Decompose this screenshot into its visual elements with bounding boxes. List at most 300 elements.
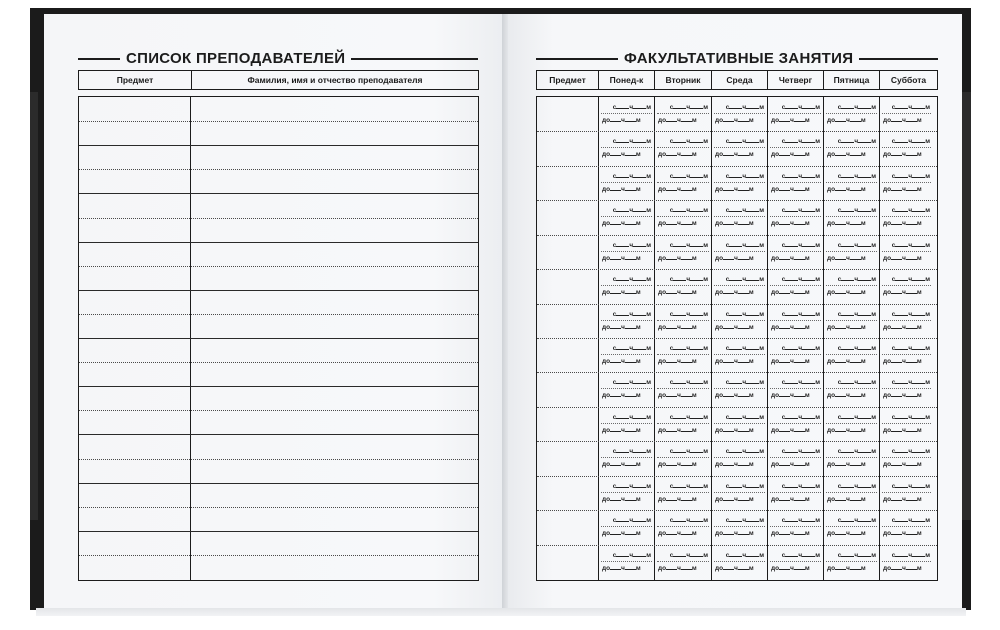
end-time-field[interactable]: до ч м: [715, 461, 754, 468]
time-slot-cell[interactable]: [880, 476, 933, 510]
start-time-field[interactable]: с ч м: [837, 173, 876, 180]
start-time-field[interactable]: с ч м: [725, 414, 764, 421]
start-time-field[interactable]: с ч м: [891, 207, 930, 214]
start-time-field[interactable]: с ч м: [837, 483, 876, 490]
start-time-field[interactable]: с ч м: [612, 138, 651, 145]
slot-divider: [882, 147, 931, 148]
end-time-field[interactable]: до ч м: [658, 461, 697, 468]
time-slot-cell[interactable]: [880, 304, 933, 338]
end-time-field[interactable]: до ч м: [715, 117, 754, 124]
slot-divider: [882, 561, 931, 562]
start-time-field[interactable]: с ч м: [612, 379, 651, 386]
slot-divider: [601, 216, 652, 217]
slot-divider: [714, 251, 765, 252]
time-slot-cell[interactable]: [880, 338, 933, 372]
start-time-field[interactable]: с ч м: [612, 207, 651, 214]
end-time-field[interactable]: до ч м: [883, 151, 922, 158]
time-slot-cell[interactable]: [712, 372, 767, 406]
time-slot-cell[interactable]: [824, 372, 879, 406]
start-time-field[interactable]: с ч м: [669, 552, 708, 559]
time-slot-cell[interactable]: [712, 510, 767, 544]
start-time-field[interactable]: с ч м: [725, 138, 764, 145]
time-slot-cell[interactable]: [824, 476, 879, 510]
end-time-field[interactable]: до ч м: [715, 324, 754, 331]
time-slot-cell[interactable]: [599, 304, 654, 338]
start-time-field[interactable]: с ч м: [612, 311, 651, 318]
start-time-field[interactable]: с ч м: [725, 552, 764, 559]
time-slot-cell[interactable]: [768, 545, 823, 579]
time-slot-cell[interactable]: [880, 131, 933, 165]
end-time-field[interactable]: до ч м: [771, 427, 810, 434]
start-time-field[interactable]: с ч м: [837, 552, 876, 559]
end-time-field[interactable]: до ч м: [715, 255, 754, 262]
time-slot-cell[interactable]: [880, 441, 933, 475]
start-time-field[interactable]: с ч м: [612, 414, 651, 421]
end-time-field[interactable]: до ч м: [658, 565, 697, 572]
end-time-field[interactable]: до ч м: [827, 565, 866, 572]
start-time-field[interactable]: с ч м: [837, 379, 876, 386]
start-time-field[interactable]: с ч м: [837, 138, 876, 145]
end-time-field[interactable]: до ч м: [658, 220, 697, 227]
start-time-field[interactable]: с ч м: [837, 276, 876, 283]
time-slot-cell[interactable]: [712, 166, 767, 200]
teacher-row-line: [79, 483, 478, 484]
end-time-field[interactable]: до ч м: [771, 565, 810, 572]
right-page-title: [536, 50, 938, 67]
start-time-field[interactable]: с ч м: [612, 173, 651, 180]
teacher-row-line: [79, 338, 478, 339]
teacher-row-line: [79, 314, 478, 315]
end-time-field[interactable]: до ч м: [602, 186, 641, 193]
time-slot-cell[interactable]: [712, 304, 767, 338]
start-time-field[interactable]: с ч м: [781, 104, 820, 111]
column-header-subject: Предмет: [79, 71, 192, 89]
start-time-field[interactable]: с ч м: [725, 483, 764, 490]
start-time-field[interactable]: с ч м: [669, 276, 708, 283]
end-time-field[interactable]: до ч м: [771, 496, 810, 503]
end-time-field[interactable]: до ч м: [771, 186, 810, 193]
start-time-field[interactable]: с ч м: [891, 311, 930, 318]
end-time-field[interactable]: до ч м: [827, 220, 866, 227]
time-slot-cell[interactable]: [712, 200, 767, 234]
slot-divider: [601, 526, 652, 527]
time-slot-cell[interactable]: [880, 269, 933, 303]
end-time-field[interactable]: до ч м: [771, 220, 810, 227]
time-slot-cell[interactable]: [599, 200, 654, 234]
start-time-field[interactable]: с ч м: [669, 448, 708, 455]
start-time-field[interactable]: с ч м: [612, 345, 651, 352]
start-time-field[interactable]: с ч м: [612, 448, 651, 455]
start-time-field[interactable]: с ч м: [837, 311, 876, 318]
time-slot-cell[interactable]: [599, 235, 654, 269]
slot-divider: [882, 216, 931, 217]
end-time-field[interactable]: до ч м: [771, 358, 810, 365]
teacher-row-line: [79, 386, 478, 387]
time-slot-cell[interactable]: [880, 545, 933, 579]
start-time-field[interactable]: с ч м: [669, 414, 708, 421]
end-time-field[interactable]: до ч м: [771, 255, 810, 262]
start-time-field[interactable]: с ч м: [612, 242, 651, 249]
time-slot-cell[interactable]: [768, 407, 823, 441]
slot-divider: [601, 492, 652, 493]
time-slot-cell[interactable]: [824, 200, 879, 234]
start-time-field[interactable]: с ч м: [781, 276, 820, 283]
cover-edge-left: [30, 92, 38, 520]
start-time-field[interactable]: с ч м: [781, 311, 820, 318]
start-time-field[interactable]: с ч м: [781, 517, 820, 524]
slot-divider: [601, 457, 652, 458]
time-slot-cell[interactable]: [655, 407, 711, 441]
start-time-field[interactable]: с ч м: [612, 552, 651, 559]
time-slot-cell[interactable]: [599, 441, 654, 475]
time-slot-cell[interactable]: [599, 407, 654, 441]
start-time-field[interactable]: с ч м: [612, 483, 651, 490]
slot-divider: [826, 216, 877, 217]
end-time-field[interactable]: до ч м: [827, 117, 866, 124]
end-time-field[interactable]: до ч м: [658, 255, 697, 262]
start-time-field[interactable]: с ч м: [669, 517, 708, 524]
end-time-field[interactable]: до ч м: [883, 530, 922, 537]
time-slot-cell[interactable]: [824, 338, 879, 372]
end-time-field[interactable]: до ч м: [715, 151, 754, 158]
end-time-field[interactable]: до ч м: [827, 358, 866, 365]
time-slot-cell[interactable]: [768, 235, 823, 269]
time-slot-cell[interactable]: [880, 372, 933, 406]
end-time-field[interactable]: до ч м: [658, 530, 697, 537]
time-slot-cell[interactable]: [655, 441, 711, 475]
end-time-field[interactable]: до ч м: [827, 461, 866, 468]
time-slot-cell[interactable]: [712, 441, 767, 475]
start-time-field[interactable]: с ч м: [612, 517, 651, 524]
time-slot-cell[interactable]: [768, 338, 823, 372]
end-time-field[interactable]: до ч м: [715, 496, 754, 503]
end-time-field[interactable]: до ч м: [883, 117, 922, 124]
start-time-field[interactable]: с ч м: [781, 345, 820, 352]
column-header-saturday: Суббота: [890, 75, 927, 85]
time-slot-cell[interactable]: [768, 304, 823, 338]
time-slot-cell[interactable]: [599, 510, 654, 544]
end-time-field[interactable]: до ч м: [827, 324, 866, 331]
time-slot-cell[interactable]: [655, 166, 711, 200]
slot-divider: [826, 113, 877, 114]
time-slot-cell[interactable]: [880, 407, 933, 441]
end-time-field[interactable]: до ч м: [715, 186, 754, 193]
end-time-field[interactable]: до ч м: [658, 427, 697, 434]
start-time-field[interactable]: с ч м: [612, 104, 651, 111]
start-time-field[interactable]: с ч м: [725, 517, 764, 524]
start-time-field[interactable]: с ч м: [891, 242, 930, 249]
slot-divider: [826, 423, 877, 424]
time-slot-cell[interactable]: [880, 97, 933, 131]
slot-divider: [770, 147, 821, 148]
time-slot-cell[interactable]: [655, 476, 711, 510]
end-time-field[interactable]: до ч м: [602, 530, 641, 537]
time-slot-cell[interactable]: [655, 131, 711, 165]
end-time-field[interactable]: до ч м: [658, 289, 697, 296]
end-time-field[interactable]: до ч м: [827, 530, 866, 537]
end-time-field[interactable]: до ч м: [883, 358, 922, 365]
start-time-field[interactable]: с ч м: [891, 138, 930, 145]
slot-divider: [826, 526, 877, 527]
end-time-field[interactable]: до ч м: [602, 324, 641, 331]
time-slot-cell[interactable]: [655, 269, 711, 303]
time-slot-cell[interactable]: [880, 510, 933, 544]
teacher-row-line: [79, 410, 478, 411]
slot-divider: [770, 492, 821, 493]
end-time-field[interactable]: до ч м: [771, 324, 810, 331]
time-slot-cell[interactable]: [599, 97, 654, 131]
electives-table-body[interactable]: [536, 96, 938, 581]
end-time-field[interactable]: до ч м: [658, 186, 697, 193]
start-time-field[interactable]: с ч м: [669, 379, 708, 386]
time-slot-cell[interactable]: [599, 131, 654, 165]
start-time-field[interactable]: с ч м: [891, 483, 930, 490]
end-time-field[interactable]: до ч м: [827, 186, 866, 193]
time-slot-cell[interactable]: [768, 510, 823, 544]
start-time-field[interactable]: с ч м: [669, 173, 708, 180]
time-slot-cell[interactable]: [880, 166, 933, 200]
slot-divider: [714, 113, 765, 114]
time-slot-cell[interactable]: [880, 200, 933, 234]
time-slot-cell[interactable]: [599, 545, 654, 579]
time-slot-cell[interactable]: [768, 269, 823, 303]
end-time-field[interactable]: до ч м: [883, 461, 922, 468]
start-time-field[interactable]: с ч м: [781, 483, 820, 490]
time-slot-cell[interactable]: [599, 372, 654, 406]
slot-divider: [714, 423, 765, 424]
time-slot-cell[interactable]: [655, 510, 711, 544]
end-time-field[interactable]: до ч м: [715, 358, 754, 365]
end-time-field[interactable]: до ч м: [827, 151, 866, 158]
start-time-field[interactable]: с ч м: [781, 379, 820, 386]
time-slot-cell[interactable]: [824, 97, 879, 131]
end-time-field[interactable]: до ч м: [602, 427, 641, 434]
end-time-field[interactable]: до ч м: [883, 565, 922, 572]
slot-divider: [882, 354, 931, 355]
time-slot-cell[interactable]: [712, 131, 767, 165]
end-time-field[interactable]: до ч м: [715, 392, 754, 399]
end-time-field[interactable]: до ч м: [658, 324, 697, 331]
time-slot-cell[interactable]: [824, 441, 879, 475]
end-time-field[interactable]: до ч м: [883, 186, 922, 193]
time-slot-cell[interactable]: [824, 510, 879, 544]
end-time-field[interactable]: до ч м: [883, 496, 922, 503]
end-time-field[interactable]: до ч м: [602, 565, 641, 572]
end-time-field[interactable]: до ч м: [715, 427, 754, 434]
start-time-field[interactable]: с ч м: [891, 276, 930, 283]
end-time-field[interactable]: до ч м: [771, 151, 810, 158]
time-slot-cell[interactable]: [768, 476, 823, 510]
teacher-row-line: [79, 218, 478, 219]
time-slot-cell[interactable]: [655, 338, 711, 372]
end-time-field[interactable]: до ч м: [771, 461, 810, 468]
time-slot-cell[interactable]: [655, 372, 711, 406]
time-slot-cell[interactable]: [655, 304, 711, 338]
start-time-field[interactable]: с ч м: [669, 207, 708, 214]
teacher-row-line: [79, 266, 478, 267]
end-time-field[interactable]: до ч м: [883, 392, 922, 399]
end-time-field[interactable]: до ч м: [715, 289, 754, 296]
start-time-field[interactable]: с ч м: [837, 414, 876, 421]
time-slot-cell[interactable]: [712, 235, 767, 269]
slot-divider: [714, 354, 765, 355]
start-time-field[interactable]: с ч м: [837, 345, 876, 352]
start-time-field[interactable]: с ч м: [725, 104, 764, 111]
start-time-field[interactable]: с ч м: [837, 104, 876, 111]
time-slot-cell[interactable]: [824, 407, 879, 441]
teachers-table-body[interactable]: [78, 96, 479, 581]
time-slot-cell[interactable]: [824, 269, 879, 303]
electives-table-header: [536, 70, 938, 90]
time-slot-cell[interactable]: [768, 97, 823, 131]
time-slot-cell[interactable]: [824, 545, 879, 579]
end-time-field[interactable]: до ч м: [715, 565, 754, 572]
time-slot-cell[interactable]: [712, 97, 767, 131]
start-time-field[interactable]: с ч м: [725, 173, 764, 180]
start-time-field[interactable]: с ч м: [837, 242, 876, 249]
time-slot-cell[interactable]: [824, 235, 879, 269]
end-time-field[interactable]: до ч м: [883, 255, 922, 262]
start-time-field[interactable]: с ч м: [891, 104, 930, 111]
end-time-field[interactable]: до ч м: [883, 427, 922, 434]
end-time-field[interactable]: до ч м: [827, 496, 866, 503]
end-time-field[interactable]: до ч м: [827, 392, 866, 399]
time-slot-cell[interactable]: [880, 235, 933, 269]
start-time-field[interactable]: с ч м: [837, 448, 876, 455]
start-time-field[interactable]: с ч м: [725, 311, 764, 318]
slot-divider: [714, 561, 765, 562]
end-time-field[interactable]: до ч м: [883, 324, 922, 331]
end-time-field[interactable]: до ч м: [602, 289, 641, 296]
slot-divider: [770, 526, 821, 527]
start-time-field[interactable]: с ч м: [837, 207, 876, 214]
start-time-field[interactable]: с ч м: [837, 517, 876, 524]
time-slot-cell[interactable]: [712, 269, 767, 303]
end-time-field[interactable]: до ч м: [602, 151, 641, 158]
start-time-field[interactable]: с ч м: [891, 345, 930, 352]
end-time-field[interactable]: до ч м: [602, 255, 641, 262]
start-time-field[interactable]: с ч м: [781, 173, 820, 180]
start-time-field[interactable]: с ч м: [725, 379, 764, 386]
end-time-field[interactable]: до ч м: [658, 358, 697, 365]
time-slot-cell[interactable]: [768, 372, 823, 406]
start-time-field[interactable]: с ч м: [725, 207, 764, 214]
start-time-field[interactable]: с ч м: [669, 311, 708, 318]
end-time-field[interactable]: до ч м: [602, 461, 641, 468]
time-slot-cell[interactable]: [712, 338, 767, 372]
start-time-field[interactable]: с ч м: [669, 483, 708, 490]
start-time-field[interactable]: с ч м: [725, 448, 764, 455]
time-slot-cell[interactable]: [712, 545, 767, 579]
start-time-field[interactable]: с ч м: [781, 242, 820, 249]
time-slot-cell[interactable]: [655, 235, 711, 269]
time-slot-cell[interactable]: [712, 407, 767, 441]
column-header-wednesday: Среда: [712, 71, 768, 89]
time-slot-cell[interactable]: [768, 166, 823, 200]
end-time-field[interactable]: до ч м: [658, 151, 697, 158]
time-slot-cell[interactable]: [824, 131, 879, 165]
slot-divider: [882, 423, 931, 424]
start-time-field[interactable]: с ч м: [781, 552, 820, 559]
start-time-field[interactable]: с ч м: [891, 517, 930, 524]
end-time-field[interactable]: до ч м: [883, 289, 922, 296]
end-time-field[interactable]: до ч м: [602, 392, 641, 399]
slot-divider: [770, 113, 821, 114]
slot-divider: [770, 354, 821, 355]
start-time-field[interactable]: с ч м: [891, 414, 930, 421]
teacher-row-line: [79, 145, 478, 146]
start-time-field[interactable]: с ч м: [781, 207, 820, 214]
end-time-field[interactable]: до ч м: [827, 427, 866, 434]
end-time-field[interactable]: до ч м: [771, 117, 810, 124]
end-time-field[interactable]: до ч м: [771, 289, 810, 296]
start-time-field[interactable]: с ч м: [891, 379, 930, 386]
end-time-field[interactable]: до ч м: [658, 117, 697, 124]
slot-divider: [882, 457, 931, 458]
end-time-field[interactable]: до ч м: [602, 117, 641, 124]
time-slot-cell[interactable]: [655, 97, 711, 131]
slot-divider: [657, 423, 709, 424]
end-time-field[interactable]: до ч м: [658, 392, 697, 399]
time-slot-cell[interactable]: [599, 166, 654, 200]
end-time-field[interactable]: до ч м: [602, 496, 641, 503]
end-time-field[interactable]: до ч м: [827, 255, 866, 262]
time-slot-cell[interactable]: [712, 476, 767, 510]
time-slot-cell[interactable]: [768, 441, 823, 475]
start-time-field[interactable]: с ч м: [781, 448, 820, 455]
slot-divider: [826, 320, 877, 321]
end-time-field[interactable]: до ч м: [602, 358, 641, 365]
slot-divider: [826, 147, 877, 148]
time-slot-cell[interactable]: [824, 166, 879, 200]
time-slot-cell[interactable]: [768, 200, 823, 234]
end-time-field[interactable]: до ч м: [602, 220, 641, 227]
time-slot-cell[interactable]: [599, 269, 654, 303]
start-time-field[interactable]: с ч м: [669, 104, 708, 111]
start-time-field[interactable]: с ч м: [891, 448, 930, 455]
time-slot-cell[interactable]: [599, 338, 654, 372]
start-time-field[interactable]: с ч м: [725, 242, 764, 249]
slot-divider: [714, 388, 765, 389]
left-page-title: [78, 50, 478, 67]
slot-divider: [882, 320, 931, 321]
start-time-field[interactable]: с ч м: [725, 345, 764, 352]
start-time-field[interactable]: с ч м: [891, 173, 930, 180]
start-time-field[interactable]: с ч м: [669, 242, 708, 249]
end-time-field[interactable]: до ч м: [771, 530, 810, 537]
time-slot-cell[interactable]: [599, 476, 654, 510]
slot-divider: [657, 388, 709, 389]
time-slot-cell[interactable]: [655, 545, 711, 579]
end-time-field[interactable]: до ч м: [883, 220, 922, 227]
end-time-field[interactable]: до ч м: [771, 392, 810, 399]
start-time-field[interactable]: с ч м: [891, 552, 930, 559]
start-time-field[interactable]: с ч м: [669, 138, 708, 145]
start-time-field[interactable]: с ч м: [781, 414, 820, 421]
time-slot-cell[interactable]: [655, 200, 711, 234]
end-time-field[interactable]: до ч м: [715, 530, 754, 537]
end-time-field[interactable]: до ч м: [715, 220, 754, 227]
end-time-field[interactable]: до ч м: [827, 289, 866, 296]
time-slot-cell[interactable]: [768, 131, 823, 165]
start-time-field[interactable]: с ч м: [725, 276, 764, 283]
slot-divider: [770, 388, 821, 389]
start-time-field[interactable]: с ч м: [781, 138, 820, 145]
start-time-field[interactable]: с ч м: [612, 276, 651, 283]
end-time-field[interactable]: до ч м: [658, 496, 697, 503]
start-time-field[interactable]: с ч м: [669, 345, 708, 352]
time-slot-cell[interactable]: [824, 304, 879, 338]
